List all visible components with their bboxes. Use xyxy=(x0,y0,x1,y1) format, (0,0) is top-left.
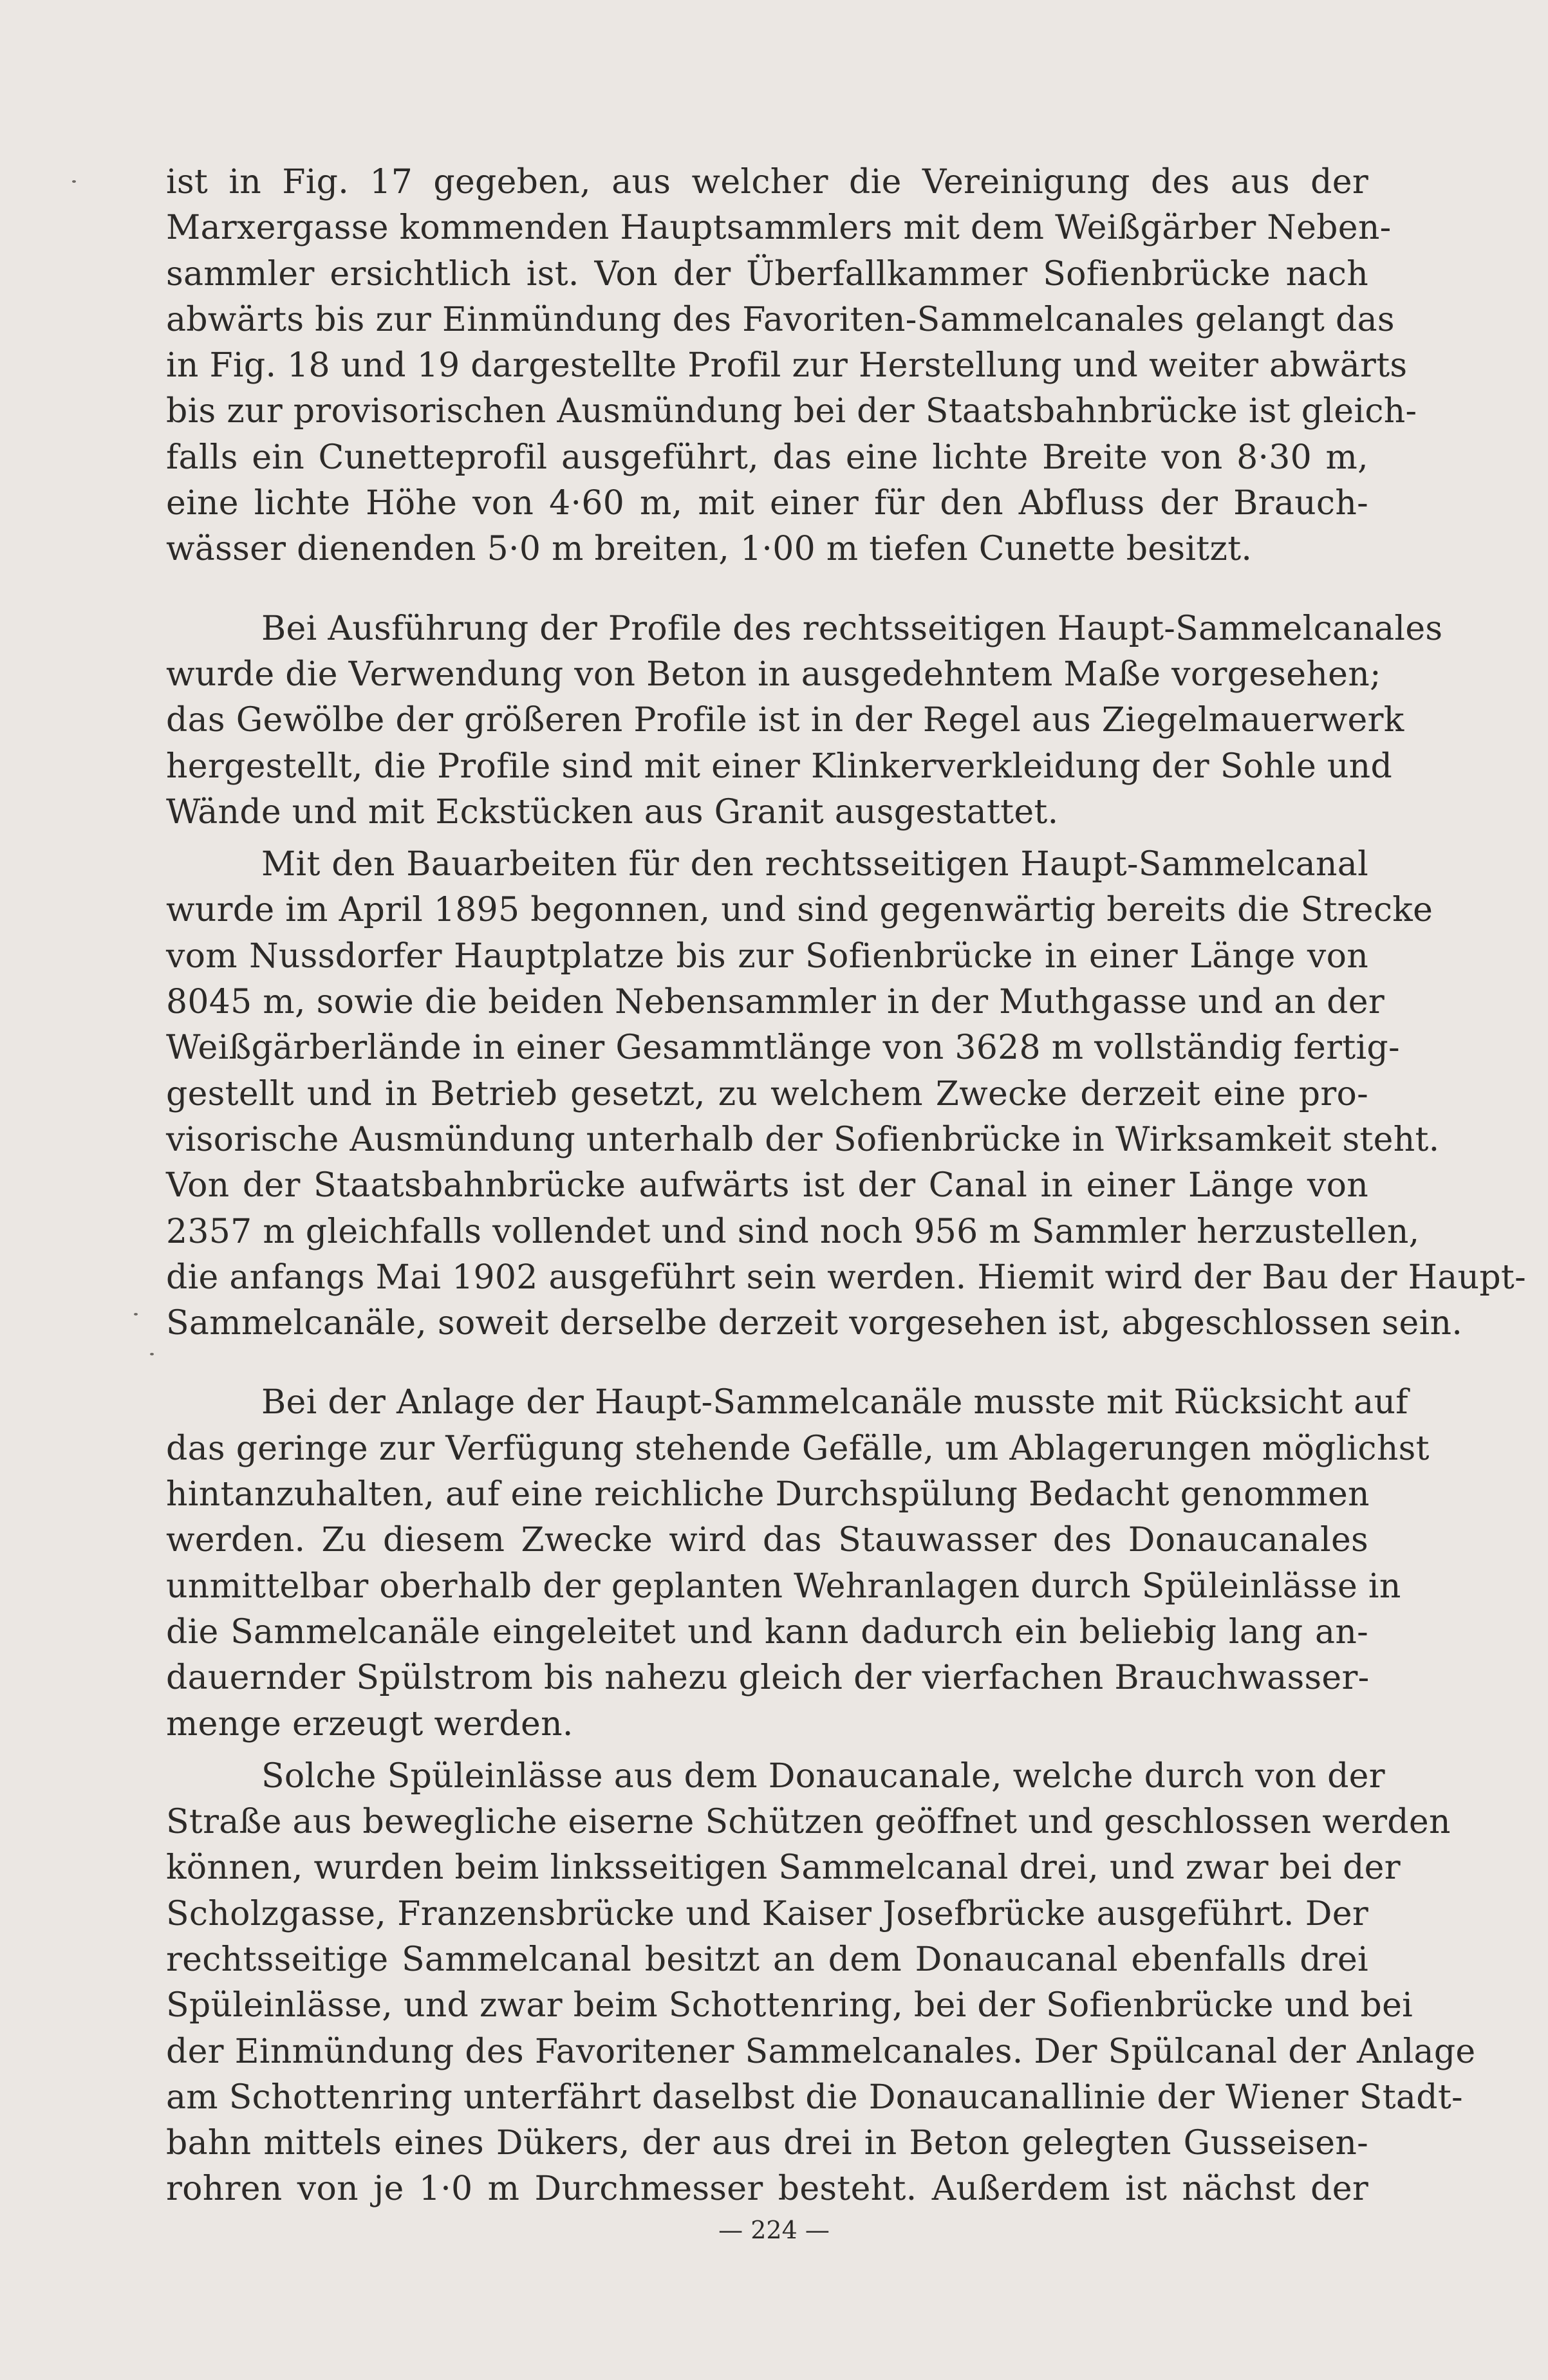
text-line: können, wurden beim linksseitigen Sammelcanal drei, und zwar bei der xyxy=(166,1848,1401,1888)
text-line: ist in Fig. 17 gegeben, aus welcher die Vereinigung des aus der xyxy=(166,163,1368,201)
text-line: menge erzeugt werden. xyxy=(166,1704,574,1743)
body-text xyxy=(166,160,1526,2213)
text-line: Marxergasse kommenden Hauptsammlers mit dem Weißgärber Neben- xyxy=(166,209,1392,248)
paragraph-4 xyxy=(166,1380,1430,1747)
scan-speck xyxy=(72,180,76,183)
text-line: vom Nussdorfer Hauptplatze bis zur Sofienbrücke in einer Länge von xyxy=(166,936,1368,976)
text-line: das geringe zur Verfügung stehende Gefälle, um Ablagerungen möglichst xyxy=(166,1429,1430,1468)
text-line: Solche Spüleinlässe aus dem Donaucanale, welche durch von der xyxy=(261,1756,1385,1796)
text-line: bis zur provisorischen Ausmündung bei der Staatsbahnbrücke ist gleich- xyxy=(166,392,1417,431)
text-line: sammler ersichtlich ist. Von der Überfallkammer Sofienbrücke nach xyxy=(166,254,1368,293)
paragraph-gap xyxy=(166,573,1368,606)
text-line: wässer dienenden 5·0 m breiten, 1·00 m tiefen Cunette besitzt. xyxy=(166,530,1253,569)
text-line: Mit den Bauarbeiten für den rechtsseitigen Haupt-Sammelcanal xyxy=(261,845,1368,884)
paragraph-1 xyxy=(166,160,1417,573)
text-line: das Gewölbe der größeren Profile ist in der Regel aus Ziegelmauerwerk xyxy=(166,701,1404,740)
paragraph-5 xyxy=(166,1754,1476,2213)
text-line: rohren von je 1·0 m Durchmesser besteht. Außerdem ist nächst der xyxy=(166,2170,1368,2209)
text-line: 8045 m, sowie die beiden Nebensammler in der Muthgasse und an der xyxy=(166,983,1385,1022)
text-line: Bei Ausführung der Profile des rechtsseitigen Haupt-Sammelcanales xyxy=(261,609,1443,648)
text-line: wurde die Verwendung von Beton in ausgedehntem Maße vorgesehen; xyxy=(166,655,1381,694)
text-line: 2357 m gleichfalls vollendet und sind noch 956 m Sammler herzustellen, xyxy=(166,1212,1420,1251)
text-line: bahn mittels eines Dükers, der aus drei in Beton gelegten Gusseisen- xyxy=(166,2124,1368,2163)
text-line: gestellt und in Betrieb gesetzt, zu welchem Zwecke derzeit eine pro- xyxy=(166,1074,1368,1113)
text-line: abwärts bis zur Einmündung des Favoriten-Sammelcanales gelangt das xyxy=(166,300,1395,339)
text-line: werden. Zu diesem Zwecke wird das Stauwasser des Donaucanales xyxy=(166,1521,1368,1560)
text-line: Scholzgasse, Franzensbrücke und Kaiser Josefbrücke ausgeführt. Der xyxy=(166,1894,1368,1933)
paragraph-gap xyxy=(166,835,1368,842)
text-line: Wände und mit Eckstücken aus Granit ausgestattet. xyxy=(166,792,1059,832)
text-line: visorische Ausmündung unterhalb der Sofienbrücke in Wirksamkeit steht. xyxy=(166,1120,1440,1159)
page-number: — 224 — xyxy=(718,2216,830,2244)
text-line: die anfangs Mai 1902 ausgeführt sein werden. Hiemit wird der Bau der Haupt- xyxy=(166,1258,1526,1297)
text-line: die Sammelcanäle eingeleitet und kann dadurch ein beliebig lang an- xyxy=(166,1612,1368,1651)
text-line: hergestellt, die Profile sind mit einer Klinkerverkleidung der Sohle und xyxy=(166,747,1393,786)
text-line: eine lichte Höhe von 4·60 m, mit einer für den Abfluss der Brauch- xyxy=(166,484,1368,523)
text-line: Weißgärberlände in einer Gesammtlänge von 3628 m vollständig fertig- xyxy=(166,1028,1400,1068)
scan-speck xyxy=(134,1313,138,1316)
text-line: dauernder Spülstrom bis nahezu gleich der vierfachen Brauchwasser- xyxy=(166,1659,1370,1698)
paragraph-3 xyxy=(166,842,1526,1346)
scan-speck xyxy=(150,1353,154,1355)
text-line: Sammelcanäle, soweit derselbe derzeit vorgesehen ist, abgeschlossen sein. xyxy=(166,1304,1463,1343)
paragraph-2 xyxy=(166,606,1443,835)
text-line: falls ein Cunetteprofil ausgeführt, das eine lichte Breite von 8·30 m, xyxy=(166,438,1368,477)
text-line: Von der Staatsbahnbrücke aufwärts ist der Canal in einer Länge von xyxy=(166,1166,1368,1205)
text-line: Straße aus bewegliche eiserne Schützen geöffnet und geschlossen werden xyxy=(166,1803,1451,1842)
text-line: am Schottenring unterfährt daselbst die Donaucanallinie der Wiener Stadt- xyxy=(166,2078,1463,2117)
text-line: Spüleinlässe, und zwar beim Schottenring, bei der Sofienbrücke und bei xyxy=(166,1986,1413,2025)
text-line: wurde im April 1895 begonnen, und sind gegenwärtig bereits die Strecke xyxy=(166,891,1433,930)
text-line: unmittelbar oberhalb der geplanten Wehranlagen durch Spüleinlässe in xyxy=(166,1567,1401,1606)
text-line: in Fig. 18 und 19 dargestellte Profil zur Herstellung und weiter abwärts xyxy=(166,346,1408,386)
text-line: hintanzuhalten, auf eine reichliche Durchspülung Bedacht genommen xyxy=(166,1475,1370,1514)
paragraph-gap xyxy=(166,1346,1368,1380)
paragraph-gap xyxy=(166,1747,1368,1754)
text-line: rechtsseitige Sammelcanal besitzt an dem Donaucanal ebenfalls drei xyxy=(166,1940,1368,1979)
text-line: der Einmündung des Favoritener Sammelcanales. Der Spülcanal der Anlage xyxy=(166,2032,1476,2071)
text-line: Bei der Anlage der Haupt-Sammelcanäle musste mit Rücksicht auf xyxy=(261,1383,1408,1422)
